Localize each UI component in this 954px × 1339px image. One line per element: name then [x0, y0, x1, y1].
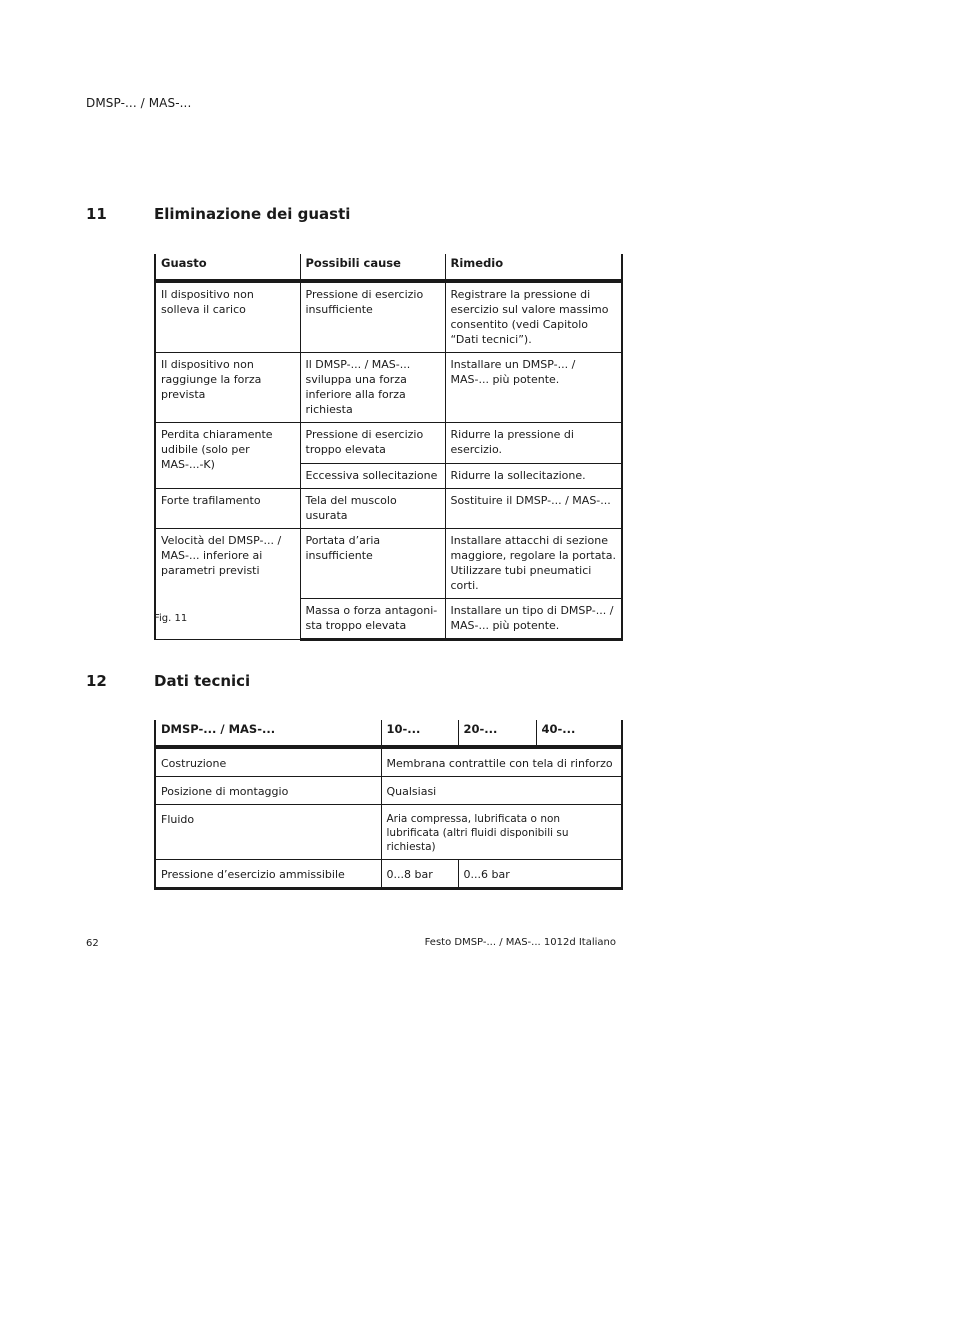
fault-cell: Il dispositivo non solleva il carico [155, 281, 300, 353]
table-row [155, 281, 622, 353]
footer-document-info: Festo DMSP-... / MAS-... 1012d Italiano [424, 937, 616, 948]
section-number: 12 [86, 672, 107, 690]
fault-cell: Velocità del DMSP-... / MAS-... inferiore ai parametri previsti [155, 529, 300, 640]
spec-value: Membrana contrattile con tela di rinforzo [381, 747, 622, 777]
cause-cell: Eccessiva sollecitazione [300, 464, 445, 489]
running-header: DMSP-... / MAS-... [86, 96, 192, 110]
column-header-guasto: Guasto [155, 254, 300, 281]
column-header-cause: Possibili cause [300, 254, 445, 281]
table-row [155, 489, 622, 529]
fault-cell: Il dispositivo non raggiunge la forza prevista [155, 353, 300, 423]
remedy-cell: Ridurre la pressione di esercizio. [445, 423, 622, 464]
cause-cell: Il DMSP-... / MAS-... sviluppa una forza inferiore alla forza richiesta [300, 353, 445, 423]
fault-cell: Forte trafilamento [155, 489, 300, 529]
cause-cell: Tela del muscolo usurata [300, 489, 445, 529]
spec-label: Fluido [155, 805, 381, 860]
cause-cell: Pressione di esercizio troppo elevata [300, 423, 445, 464]
table-row [155, 747, 622, 777]
spec-label: Pressione d’esercizio ammissibile [155, 860, 381, 889]
table-row [155, 860, 622, 889]
spec-value: Qualsiasi [381, 777, 622, 805]
column-header-size-20: 20-... [458, 720, 536, 747]
remedy-cell: Sostituire il DMSP-... / MAS-... [445, 489, 622, 529]
remedy-cell: Installare un tipo di DMSP-... / MAS-... più potente. [445, 599, 622, 640]
spec-value: Aria compressa, lubrificata o non lubrificata (altri fluidi disponibili su richiesta) [381, 805, 622, 860]
section-title: Eliminazione dei guasti [154, 205, 351, 223]
table-header-row [155, 720, 622, 747]
technical-data-table [154, 720, 623, 890]
table-row [155, 353, 622, 423]
column-header-rimedio: Rimedio [445, 254, 622, 281]
fault-cell: Perdita chiaramente udibile (solo per MAS-...-K) [155, 423, 300, 489]
column-header-model: DMSP-... / MAS-... [155, 720, 381, 747]
remedy-cell: Installare un DMSP-... / MAS-... più potente. [445, 353, 622, 423]
troubleshooting-table [154, 254, 623, 641]
table-row [155, 777, 622, 805]
section-number: 11 [86, 205, 107, 223]
column-header-size-40: 40-... [536, 720, 622, 747]
spec-label: Posizione di montaggio [155, 777, 381, 805]
cause-cell: Massa o forza antagoni-sta troppo elevata [300, 599, 445, 640]
table-row [155, 805, 622, 860]
table-header-row [155, 254, 622, 281]
remedy-cell: Ridurre la sollecitazione. [445, 464, 622, 489]
remedy-cell: Registrare la pressione di esercizio sul valore massimo consentito (vedi Capitolo “Dati tecnici”). [445, 281, 622, 353]
spec-value-size-10: 0...8 bar [381, 860, 458, 889]
spec-value-size-20-40: 0...6 bar [458, 860, 622, 889]
page-number: 62 [86, 938, 99, 949]
table-row [155, 529, 622, 599]
column-header-size-10: 10-... [381, 720, 458, 747]
section-title: Dati tecnici [154, 672, 251, 690]
remedy-cell: Installare attacchi di sezione maggiore, regolare la portata. Utilizzare tubi pneumatici corti. [445, 529, 622, 599]
table-row [155, 423, 622, 464]
cause-cell: Pressione di esercizio insufficiente [300, 281, 445, 353]
cause-cell: Portata d’aria insufficiente [300, 529, 445, 599]
spec-label: Costruzione [155, 747, 381, 777]
figure-caption: Fig. 11 [154, 613, 188, 624]
